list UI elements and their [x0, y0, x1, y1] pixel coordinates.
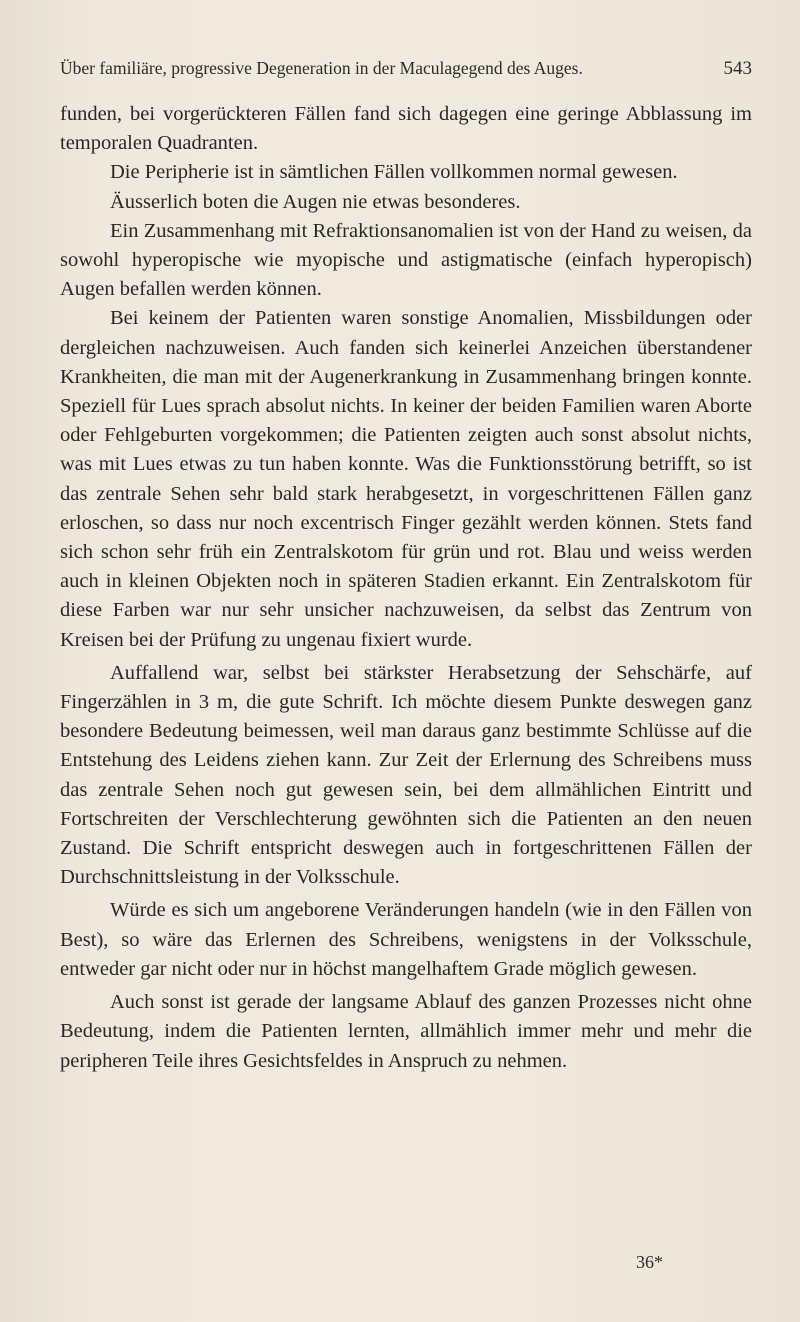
paragraph-continued: funden, bei vorgerückteren Fällen fand sich dagegen eine geringe Abblassung im temporalen Quadranten.	[60, 103, 752, 155]
paragraph: Äusserlich boten die Augen nie etwas besonderes.	[110, 190, 521, 213]
paragraph: Würde es sich um angeborene Veränderungen handeln (wie in den Fällen von Best), so wäre das Erlernen des Schreibens, wenigstens in der Volksschule, entweder gar nicht oder nur in höchst mangelhaftem Grade möglich gewesen.	[60, 899, 752, 980]
body-text	[60, 100, 752, 1076]
page-number: 543	[723, 58, 752, 79]
paragraph: Ein Zusammenhang mit Refraktionsanomalien ist von der Hand zu weisen, da sowohl hyperopische wie myopische und astigmatische (einfach hyperopisch) Augen befallen werden können.	[60, 219, 752, 301]
paragraph: Auffallend war, selbst bei stärkster Herabsetzung der Sehschärfe, auf Fingerzählen in 3 m, die gute Schrift. Ich möchte diesem Punkte deswegen ganz besondere Bedeutung beimessen, weil man daraus ganz bestimmte Schlüsse auf die Entstehung des Leidens ziehen kann. Zur Zeit der Erlernung des Schreibens muss das zentrale Sehen noch gut gewesen sein, bei dem allmählichen Eintritt und Fortschreiten der Verschlechterung gewöhnten sich die Patienten an den neuen Zustand. Die Schrift entspricht deswegen auch in fortgeschrittenen Fällen der Durchschnittsleistung in der Volksschule.	[60, 661, 752, 889]
signature-mark: 36*	[636, 1252, 663, 1272]
running-title: Über familiäre, progressive Degeneration in der Maculagegend des Auges.	[60, 58, 583, 78]
paragraph: Auch sonst ist gerade der langsame Ablauf des ganzen Prozesses nicht ohne Bedeutung, indem die Patienten lernten, allmählich immer mehr und mehr die peripheren Teile ihres Gesichtsfeldes in Anspruch zu nehmen.	[60, 991, 752, 1072]
paragraph: Bei keinem der Patienten waren sonstige Anomalien, Missbildungen oder dergleichen nachzuweisen. Auch fanden sich keinerlei Anzeichen überstandener Krankheiten, die man mit der Augenerkrankung in Zusammenhang bringen konnte. Speziell für Lues sprach absolut nichts. In keiner der beiden Familien waren Aborte oder Fehlgeburten vorgekommen; die Patienten zeigten auch sonst absolut nichts, was mit Lues etwas zu tun haben konnte. Was die Funktionsstörung betrifft, so ist das zentrale Sehen sehr bald stark herabgesetzt, in vorgeschrittenen Fällen ganz erloschen, so dass nur noch excentrisch Finger gezählt werden können. Stets fand sich schon sehr früh ein Zentralskotom für grün und rot. Blau und weiss werden auch in kleinen Objekten noch in späteren Stadien erkannt. Ein Zentralskotom für diese Farben war nur sehr unsicher nachzuweisen, da selbst das Zentrum von Kreisen bei der Prüfung zu ungenau fixiert wurde.	[60, 307, 752, 651]
running-head	[60, 58, 752, 84]
paragraph: Die Peripherie ist in sämtlichen Fällen vollkommen normal gewesen.	[110, 161, 678, 184]
